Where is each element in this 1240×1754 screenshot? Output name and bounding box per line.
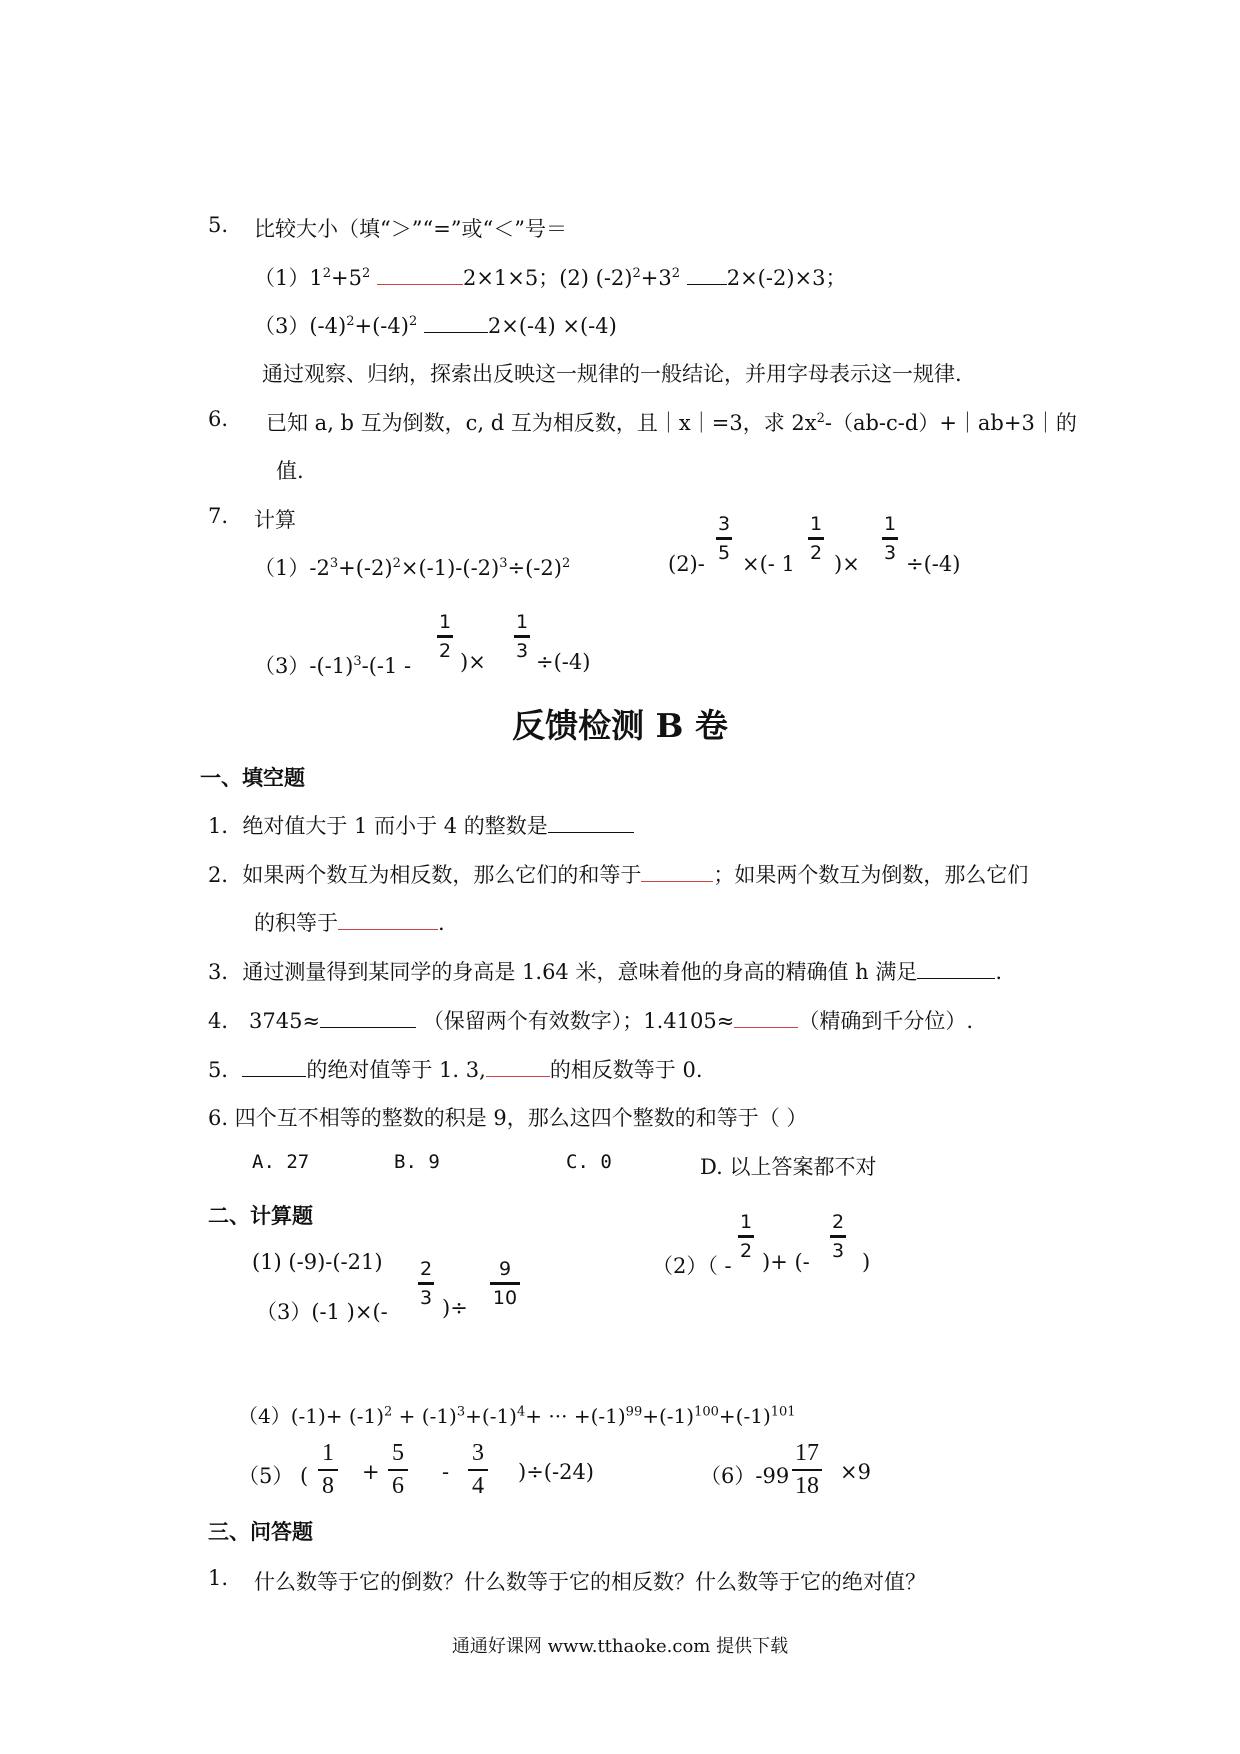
exp: 2	[816, 411, 825, 426]
denominator: 5	[717, 542, 731, 564]
text: 4． 3745≈	[208, 1009, 321, 1033]
text: -(-1 -	[361, 654, 412, 678]
fraction	[318, 1440, 338, 1500]
fill-q3	[208, 956, 1002, 986]
fraction-bar	[738, 1235, 754, 1238]
option-c[interactable]: C. 0	[566, 1151, 612, 1173]
calc-5-d: )÷(-24)	[518, 1460, 594, 1484]
text: （4）(-1)+ (-1)	[238, 1404, 385, 1428]
calc-6-a: （6）-99	[700, 1464, 790, 1488]
fraction	[468, 1440, 488, 1500]
exp: 2	[561, 556, 571, 571]
fraction-bar	[418, 1282, 434, 1285]
numerator: 1	[809, 513, 823, 535]
numerator: 1	[739, 1211, 753, 1233]
fraction-bar	[388, 1469, 408, 1471]
text: （1）-2	[254, 556, 330, 580]
section-3-heading: 三、问答题	[208, 1520, 313, 1544]
answer-blank[interactable]	[320, 1009, 416, 1028]
numerator: 2	[419, 1258, 433, 1280]
problem-6-stem	[266, 407, 1077, 437]
calc-3-b: )÷	[442, 1296, 468, 1320]
problem-7-expr-2-d: ÷(-4)	[906, 552, 961, 576]
text: +(-4)	[354, 314, 409, 338]
problem-7-expr-2-a: (2)-	[668, 552, 705, 576]
text: ×(-1)-(-2)	[400, 556, 500, 580]
denominator: 3	[831, 1240, 845, 1262]
text: 2×(-2)×3；	[726, 266, 847, 290]
answer-blank[interactable]	[687, 266, 727, 285]
exp: 2	[361, 266, 371, 281]
fraction	[882, 513, 898, 564]
fraction	[490, 1258, 520, 1309]
exp: 3	[329, 556, 339, 571]
text: -（ab-c-d）+｜ab+3｜的	[824, 411, 1077, 435]
fraction	[388, 1440, 408, 1500]
fraction-bar	[716, 537, 732, 540]
exp: 2	[632, 266, 641, 281]
fraction	[514, 611, 530, 662]
exp: 2	[671, 266, 681, 281]
page-footer: 通通好课网 www.tthaoke.com 提供下载	[451, 1636, 789, 1657]
calc-2-c: )	[862, 1250, 871, 1274]
exp: 2	[408, 314, 418, 329]
fraction-bar	[792, 1469, 822, 1471]
exp: 2	[346, 314, 355, 329]
answer-blank[interactable]	[917, 960, 995, 979]
numerator: 1	[322, 1440, 334, 1466]
text: （保留两个有效数字）；1.4105≈	[422, 1009, 735, 1033]
exp: 2	[392, 556, 401, 571]
fraction	[738, 1211, 754, 1262]
fraction-bar	[808, 537, 824, 540]
text: +(-1)	[718, 1404, 771, 1428]
option-b[interactable]: B. 9	[394, 1151, 440, 1173]
numerator: 17	[795, 1440, 819, 1466]
text: 2×1×5；(2) (-2)	[462, 266, 633, 290]
exp: 3	[456, 1404, 466, 1420]
answer-blank[interactable]	[377, 266, 463, 285]
denominator: 3	[419, 1287, 433, 1309]
answer-blank[interactable]	[734, 1009, 798, 1028]
text: .	[438, 911, 445, 935]
problem-5-conclusion: 通过观察、归纳，探索出反映这一规律的一般结论，并用字母表示这一规律.	[262, 362, 962, 386]
problem-7-expr-3-d: ÷(-4)	[536, 650, 591, 674]
answer-blank[interactable]	[486, 1058, 550, 1077]
fraction	[808, 513, 824, 564]
fraction-bar	[468, 1469, 488, 1471]
fraction	[437, 611, 453, 662]
text: + (-1)	[392, 1404, 457, 1428]
exp: 101	[770, 1404, 796, 1420]
numerator: 9	[498, 1258, 512, 1280]
problem-5-stem: 比较大小（填“＞”“=”或“＜”号＝	[254, 217, 568, 241]
problem-7-expr-2-b: ×(- 1	[742, 552, 795, 576]
exp: 2	[384, 1404, 393, 1420]
fraction	[418, 1258, 434, 1309]
text: .	[995, 960, 1003, 984]
text: +3	[640, 266, 672, 290]
text: 的积等于	[254, 911, 338, 935]
calc-2-a: （2）（ -	[652, 1254, 732, 1278]
calc-2-b: )+ (-	[762, 1250, 810, 1274]
text: + ··· +(-1)	[525, 1404, 626, 1428]
denominator: 10	[492, 1287, 518, 1309]
text: 5．	[208, 1058, 243, 1082]
fraction	[716, 513, 732, 564]
denominator: 2	[809, 542, 823, 564]
section-1-heading: 一、填空题	[200, 766, 305, 790]
text: 的相反数等于 0.	[549, 1058, 703, 1082]
exp: 4	[517, 1404, 526, 1420]
fraction	[830, 1211, 846, 1262]
answer-blank[interactable]	[338, 911, 438, 930]
calc-3-a: （3）(-1 )×(-	[256, 1300, 388, 1324]
answer-blank[interactable]	[242, 1058, 306, 1077]
numerator: 3	[717, 513, 731, 535]
problem-7-expr-3-c: )×	[460, 650, 486, 674]
numerator: 5	[392, 1440, 404, 1466]
text: （3）-(-1)	[254, 654, 354, 678]
calc-5-c: -	[442, 1460, 450, 1484]
denominator: 6	[392, 1472, 404, 1499]
exp: 3	[499, 556, 508, 571]
fraction-bar	[437, 635, 453, 638]
problem-5-label: 5.	[208, 213, 229, 237]
fraction-bar	[882, 537, 898, 540]
text: ；如果两个数互为倒数，那么它们	[713, 863, 1029, 887]
fraction-bar	[514, 635, 530, 638]
exp: 100	[694, 1404, 719, 1420]
exp: 2	[322, 266, 332, 281]
fraction-bar	[490, 1282, 520, 1285]
text: 1．绝对值大于 1 而小于 4 的整数是	[208, 814, 548, 838]
fraction-bar	[318, 1469, 338, 1471]
text: +5	[331, 266, 362, 290]
numerator: 3	[472, 1440, 484, 1466]
text: +(-1)	[642, 1404, 695, 1428]
text: （1）1	[254, 266, 323, 290]
text: 3．通过测量得到某同学的身高是 1.64 米，意味着他的身高的精确值 h 满足	[208, 960, 918, 984]
problem-5-line-1	[254, 262, 846, 292]
fill-q2-cont	[254, 907, 445, 937]
denominator: 2	[739, 1240, 753, 1262]
denominator: 2	[438, 640, 452, 662]
fill-q5	[208, 1054, 703, 1084]
denominator: 3	[515, 640, 529, 662]
calc-4	[238, 1400, 796, 1429]
denominator: 18	[795, 1472, 819, 1499]
exp: 3	[353, 654, 362, 669]
text: 2×(-4) ×(-4)	[487, 314, 617, 338]
text: +(-2)	[338, 556, 393, 580]
numerator: 1	[515, 611, 529, 633]
calc-1: (1) (-9)-(-21)	[252, 1250, 383, 1274]
problem-7-expr-3-a	[254, 650, 411, 680]
option-a[interactable]: A. 27	[252, 1151, 310, 1173]
problem-7-label: 7.	[208, 504, 229, 528]
denominator: 4	[472, 1472, 484, 1499]
qa-1-text: 什么数等于它的倒数？什么数等于它的相反数？什么数等于它的绝对值？	[254, 1570, 926, 1594]
fill-q4	[208, 1005, 973, 1035]
problem-5-line-3	[254, 310, 617, 340]
numerator: 1	[438, 611, 452, 633]
page-title: 反馈检测 B 卷	[512, 706, 728, 745]
qa-1-label: 1.	[208, 1566, 229, 1590]
section-2-heading: 二、计算题	[208, 1204, 313, 1228]
text: 已知 a, b 互为倒数，c, d 互为相反数，且｜x｜=3，求 2x	[266, 411, 817, 435]
text: +(-1)	[465, 1404, 517, 1428]
calc-5-b: +	[362, 1460, 380, 1484]
fraction	[792, 1440, 822, 1500]
fill-q1	[208, 810, 634, 840]
numerator: 1	[883, 513, 897, 535]
problem-7-expr-2-c: )×	[834, 552, 860, 576]
answer-blank[interactable]	[641, 863, 713, 882]
calc-5-a: （5） (	[238, 1464, 309, 1488]
exp: 99	[625, 1404, 643, 1420]
option-d[interactable]: D. 以上答案都不对	[700, 1155, 877, 1179]
denominator: 8	[322, 1472, 334, 1499]
problem-6-label: 6.	[208, 407, 229, 431]
calc-6-b: ×9	[840, 1460, 871, 1484]
text: 的绝对值等于 1. 3,	[306, 1058, 486, 1082]
text: ÷(-2)	[507, 556, 562, 580]
fill-q6: 6. 四个互不相等的整数的积是 9，那么这四个整数的和等于（ ）	[208, 1106, 808, 1130]
fraction-bar	[830, 1235, 846, 1238]
text: （3）(-4)	[254, 314, 347, 338]
problem-7-expr-1	[254, 552, 570, 582]
text: （精确到千分位）.	[798, 1009, 974, 1033]
numerator: 2	[831, 1211, 845, 1233]
fill-q2	[208, 859, 1028, 889]
answer-blank[interactable]	[548, 814, 634, 833]
problem-6-stem-cont: 值.	[276, 459, 304, 483]
text: 2．如果两个数互为相反数，那么它们的和等于	[208, 863, 642, 887]
denominator: 3	[883, 542, 897, 564]
problem-7-title: 计算	[254, 508, 296, 532]
answer-blank[interactable]	[424, 314, 488, 333]
